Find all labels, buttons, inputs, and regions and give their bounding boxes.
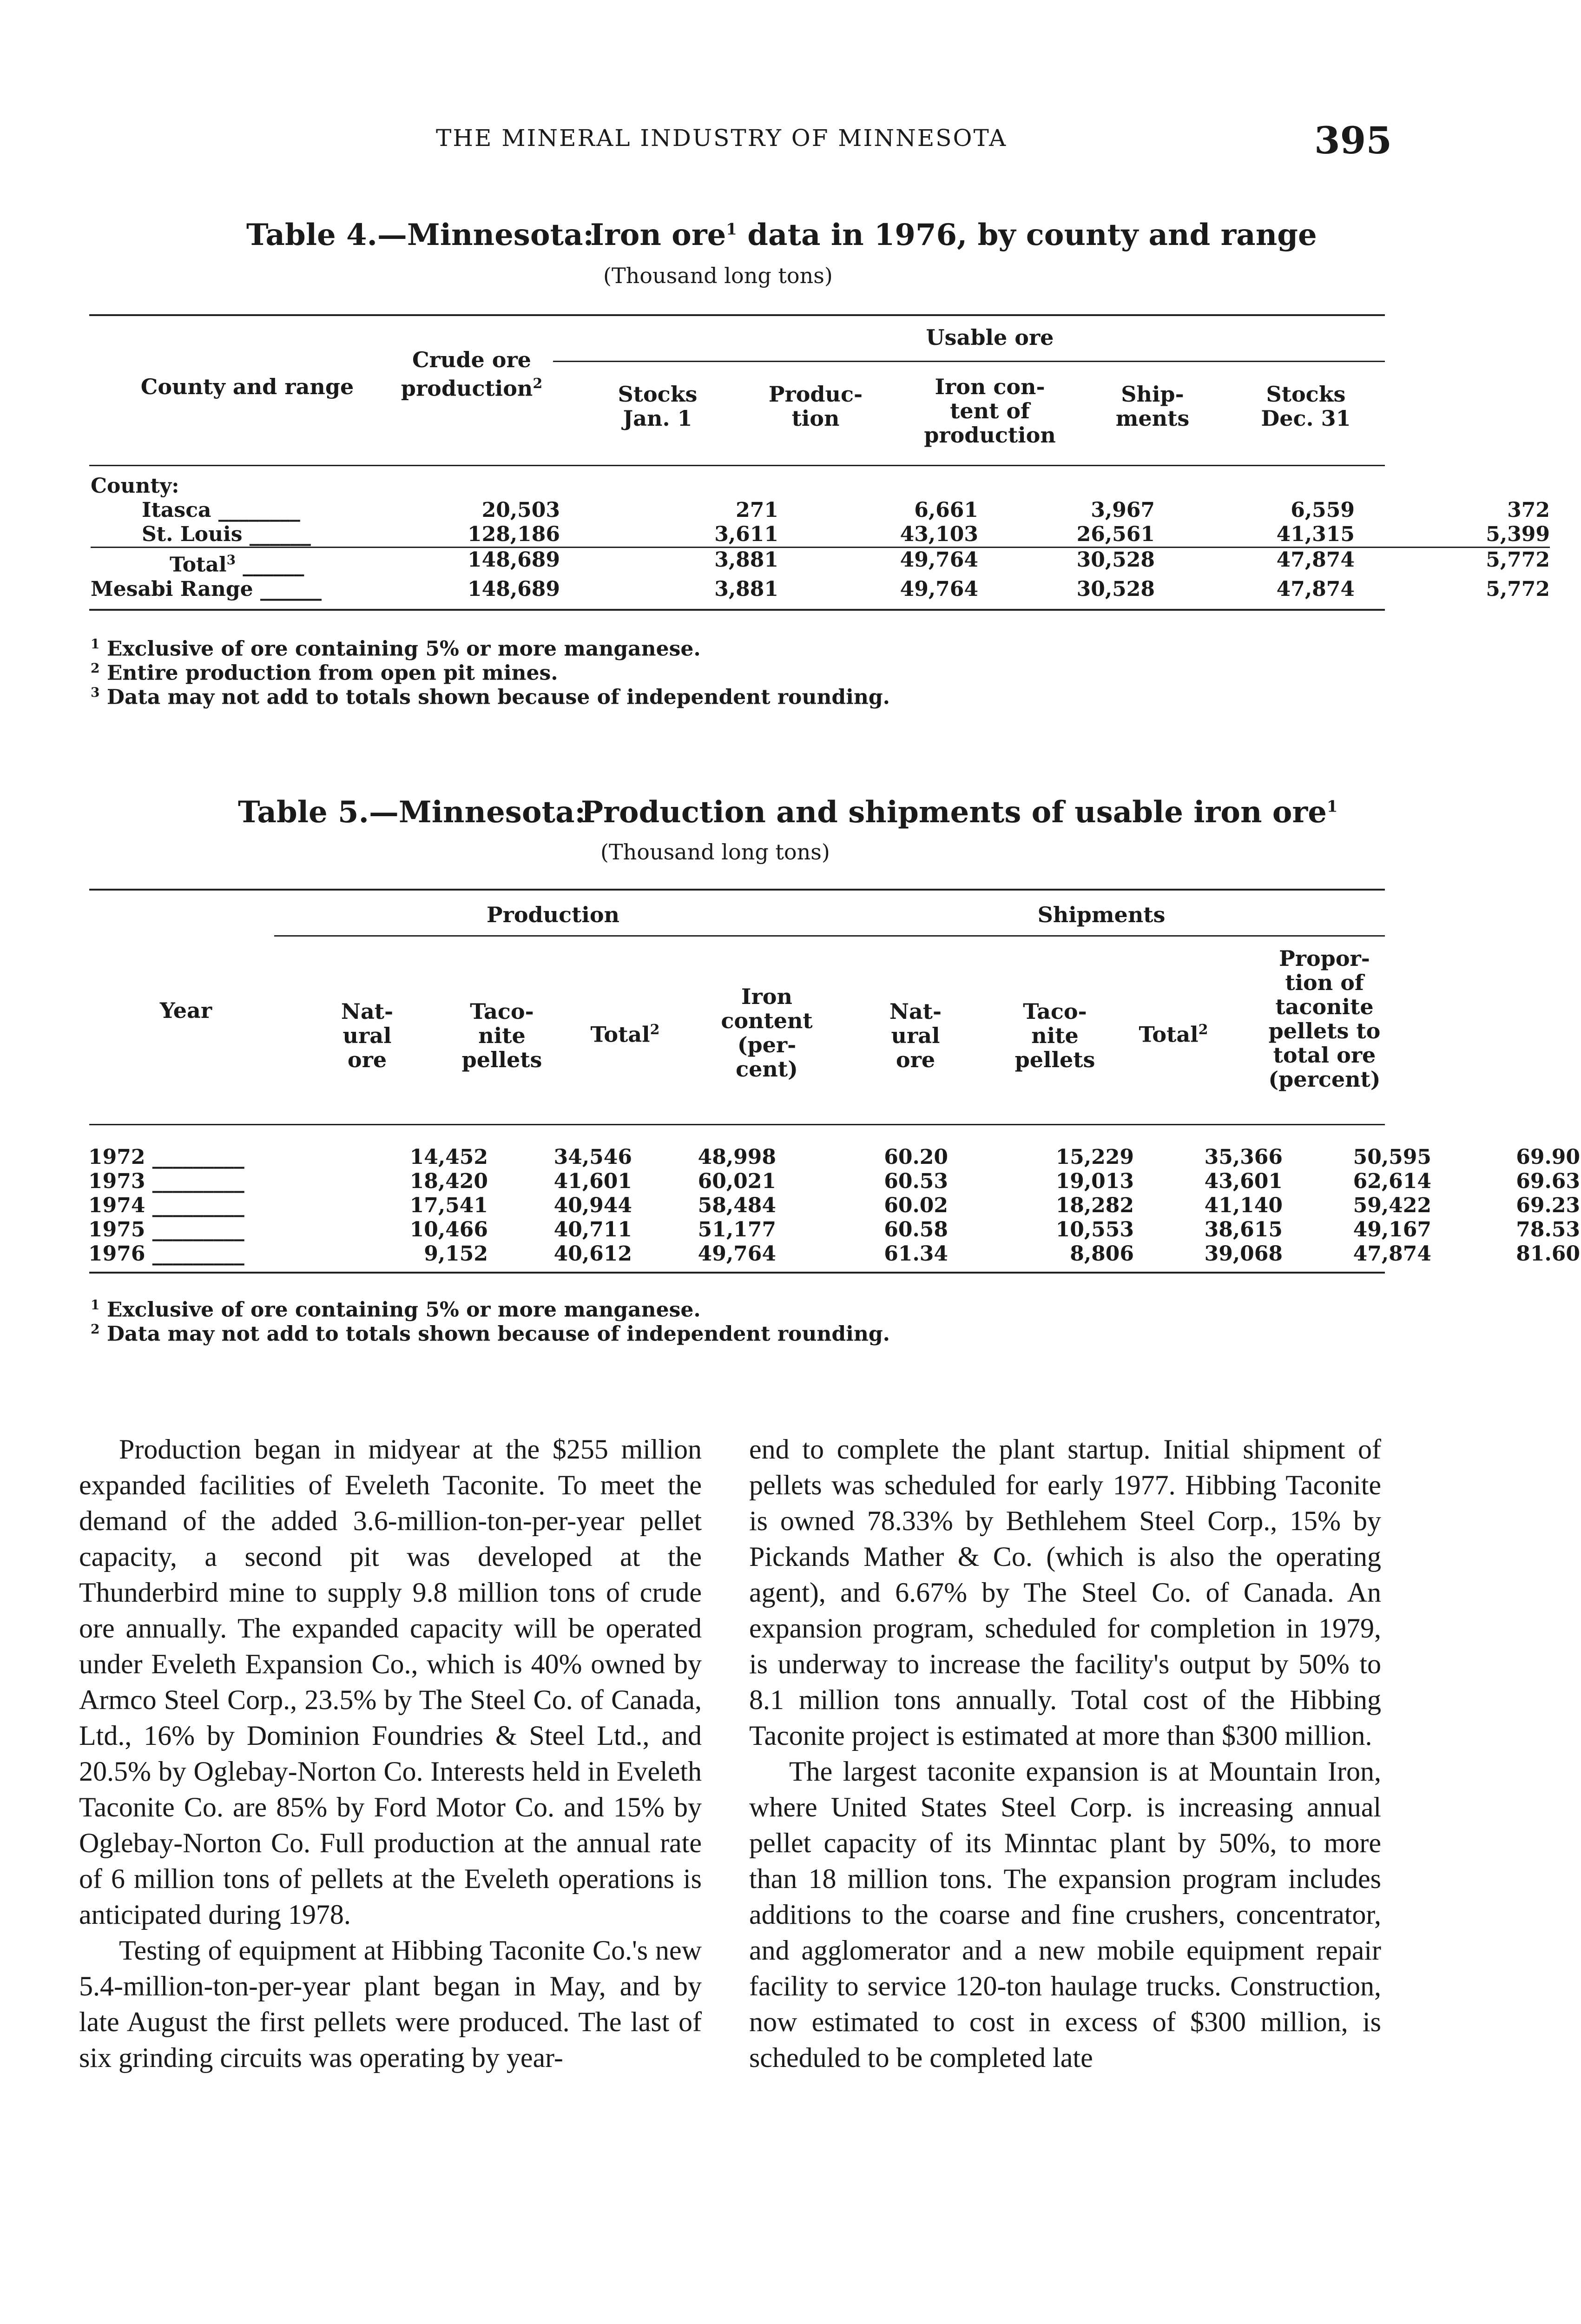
- t4-iron: 30,528: [1076, 548, 1155, 572]
- page-number: 395: [1314, 119, 1392, 162]
- t4-section-label: County:: [91, 474, 179, 498]
- t5-p-taconite: 40,711: [553, 1218, 632, 1241]
- table4-body: [91, 498, 1550, 601]
- t5-proportion: 69.23: [1516, 1194, 1580, 1217]
- t4-stocks-jan: 3,881: [714, 548, 778, 572]
- t5-head-p-natural: Nat- ural ore: [341, 999, 394, 1072]
- t4-iron: 26,561: [1076, 522, 1155, 546]
- t4-production: 43,103: [900, 522, 978, 546]
- t4-row-label: Mesabi Range ______: [91, 577, 322, 601]
- t4-stocks-dec: 5,772: [1486, 577, 1550, 601]
- t4-shipments: 41,315: [1276, 522, 1355, 546]
- table4-title: Iron ore$^1$ data in 1976, by county and range: [590, 218, 1317, 252]
- t4-row-label: Total$^3$ ______: [170, 552, 304, 577]
- t5-year: 1974 _________: [88, 1194, 244, 1217]
- t4-crude: 148,689: [467, 548, 560, 572]
- t5-head-shipments: Shipments: [1037, 902, 1166, 927]
- t4-footnote: $^2$ Entire production from open pit mines.: [91, 660, 558, 685]
- table4-units: (Thousand long tons): [603, 263, 833, 288]
- t4-stocks-jan: 3,611: [714, 522, 778, 546]
- t5-p-total: 60,021: [698, 1169, 776, 1193]
- t5-s-taconite: 38,615: [1204, 1218, 1283, 1241]
- t5-p-natural: 14,452: [409, 1145, 488, 1169]
- t5-s-natural: 19,013: [1055, 1169, 1134, 1193]
- t5-p-natural: 17,541: [409, 1194, 488, 1217]
- t5-s-taconite: 41,140: [1204, 1194, 1283, 1217]
- t5-p-taconite: 34,546: [553, 1145, 632, 1169]
- table5-units: (Thousand long tons): [600, 839, 830, 865]
- t4-stocks-dec: 372: [1507, 498, 1550, 522]
- t5-p-natural: 18,420: [409, 1169, 488, 1193]
- t5-s-total: 59,422: [1353, 1194, 1431, 1217]
- t5-proportion: 69.63: [1516, 1169, 1580, 1193]
- t5-p-total: 58,484: [698, 1194, 776, 1217]
- t4-stocks-dec: 5,399: [1486, 522, 1550, 546]
- t5-year: 1976 _________: [88, 1242, 244, 1266]
- t4-shipments: 6,559: [1291, 498, 1355, 522]
- table5-header-rule: [89, 1124, 1385, 1125]
- t5-p-natural: 9,152: [424, 1242, 488, 1266]
- t4-row-label: Itasca ________: [142, 498, 300, 522]
- t5-s-natural: 10,553: [1055, 1218, 1134, 1241]
- t4-stocks-jan: 3,881: [714, 577, 778, 601]
- t5-p-taconite: 41,601: [553, 1169, 632, 1193]
- t5-footnote: $^1$ Exclusive of ore containing 5% or more manganese.: [91, 1297, 701, 1322]
- table4-header-rule: [89, 465, 1385, 466]
- running-title: THE MINERAL INDUSTRY OF MINNESOTA: [436, 125, 1008, 152]
- t5-p-taconite: 40,944: [553, 1194, 632, 1217]
- t5-iron: 60.58: [884, 1218, 948, 1241]
- t4-stocks-jan: 271: [736, 498, 778, 522]
- t5-year: 1975 _________: [88, 1218, 244, 1241]
- t5-proportion: 78.53: [1516, 1218, 1580, 1241]
- table-row: [91, 498, 1550, 522]
- paragraph: The largest taconite expansion is at Mountain Iron, where United States Steel Corp. is increasing annual pellet capacity of its Minntac plant by 50%, to more than 18 million tons. The expansion program includes additions to the coarse and fine crushers, concentrator, and agglomerator and a new mobile equipment repair facility to service 120-ton haulage trucks. Construction, now estimated to cost in excess of $300 million, is scheduled to be completed late: [749, 1756, 1381, 2073]
- t4-head-usable: Usable ore: [926, 325, 1054, 350]
- table4-usable-rule: [553, 361, 1385, 362]
- t4-head-iron-content: Iron con- tent of production: [924, 374, 1056, 448]
- t5-head-production: Production: [487, 902, 619, 927]
- t4-head-stocks-jan: Stocks Jan. 1: [618, 382, 698, 431]
- table-row: [91, 548, 1550, 577]
- t5-p-natural: 10,466: [409, 1218, 488, 1241]
- t5-iron: 60.53: [884, 1169, 948, 1193]
- t4-head-county: County and range: [140, 374, 354, 399]
- t4-production: 49,764: [900, 577, 978, 601]
- t5-head-year: Year: [159, 998, 212, 1023]
- t5-head-p-total: Total$^2$: [590, 1022, 660, 1047]
- table5-production-rule: [274, 935, 832, 937]
- table5-top-rule: [89, 889, 1385, 891]
- table-row: [91, 577, 1550, 601]
- t4-iron: 30,528: [1076, 577, 1155, 601]
- t4-iron: 3,967: [1091, 498, 1155, 522]
- body-right-column: [749, 1432, 1381, 2076]
- paragraph: Production began in midyear at the $255 million expanded facilities of Eveleth Taconite. To meet the demand of the added 3.6-million-ton-per-year pellet capacity, a second pit was developed at the Thunderbird mine to supply 9.8 million tons of crude ore annually. The expanded capacity will be operated under Eveleth Expansion Co., which is 40% owned by Armco Steel Corp., 23.5% by The Steel Co. of Canada, Ltd., 16% by Dominion Foundries & Steel Ltd., and 20.5% by Oglebay-Norton Co. Interests held in Eveleth Taconite Co. are 85% by Ford Motor Co. and 15% by Oglebay-Norton Co. Full production at the annual rate of 6 million tons of pellets at the Eveleth operations is anticipated during 1978.: [79, 1434, 702, 1930]
- t4-crude: 20,503: [481, 498, 560, 522]
- body-left-column: [79, 1432, 702, 2076]
- t5-iron: 61.34: [884, 1242, 948, 1266]
- table-row: [88, 1145, 1580, 1169]
- t4-shipments: 47,874: [1276, 548, 1355, 572]
- t4-stocks-dec: 5,772: [1486, 548, 1550, 572]
- t5-iron: 60.20: [884, 1145, 948, 1169]
- t4-shipments: 47,874: [1276, 577, 1355, 601]
- t4-head-production: Produc- tion: [768, 382, 863, 431]
- paragraph: end to complete the plant startup. Initial shipment of pellets was scheduled for early 1977. Hibbing Taconite is owned 78.33% by Bethlehem Steel Corp., 15% by Pickands Mather & Co. (which is also the operating agent), and 6.67% by The Steel Co. of Canada. An expansion program, scheduled for completion in 1979, is underway to increase the facility's output by 50% to 8.1 million tons annually. Total cost of the Hibbing Taconite project is estimated at more than $300 million.: [749, 1434, 1381, 1751]
- table4-label: Table 4.—Minnesota:: [246, 218, 594, 252]
- t4-row-label: St. Louis ______: [142, 522, 311, 546]
- table5-title: Production and shipments of usable iron ore$^1$: [581, 795, 1338, 830]
- t5-head-proportion: Propor- tion of taconite pellets to total ore (percent): [1268, 946, 1381, 1092]
- t5-s-natural: 8,806: [1070, 1242, 1134, 1266]
- t5-year: 1972 _________: [88, 1145, 244, 1169]
- t5-proportion: 69.90: [1516, 1145, 1580, 1169]
- t5-s-natural: 18,282: [1055, 1194, 1134, 1217]
- t5-s-taconite: 35,366: [1204, 1145, 1283, 1169]
- table5-body: [88, 1145, 1580, 1266]
- t4-head-shipments: Ship- ments: [1115, 382, 1190, 431]
- t4-head-stocks-dec: Stocks Dec. 31: [1261, 382, 1351, 431]
- t5-s-total: 47,874: [1353, 1242, 1431, 1266]
- t4-crude: 148,689: [467, 577, 560, 601]
- t4-footnote: $^1$ Exclusive of ore containing 5% or more manganese.: [91, 636, 701, 661]
- t5-p-total: 51,177: [698, 1218, 776, 1241]
- t5-head-s-natural: Nat- ural ore: [889, 999, 942, 1072]
- t4-crude: 128,186: [467, 522, 560, 546]
- t4-footnote: $^3$ Data may not add to totals shown because of independent rounding.: [91, 685, 890, 709]
- t5-p-taconite: 40,612: [553, 1242, 632, 1266]
- t5-proportion: 81.60: [1516, 1242, 1580, 1266]
- table5-bottom-rule: [89, 1272, 1385, 1274]
- table-row: [91, 522, 1550, 548]
- table5-label: Table 5.—Minnesota:: [238, 795, 586, 830]
- table-row: [88, 1218, 1580, 1242]
- t4-production: 6,661: [914, 498, 978, 522]
- t5-s-total: 49,167: [1353, 1218, 1431, 1241]
- t4-head-crude: Crude ore production$^2$: [401, 347, 543, 401]
- table-row: [88, 1169, 1580, 1194]
- t5-head-s-total: Total$^2$: [1139, 1022, 1208, 1047]
- table5-shipments-rule: [832, 935, 1385, 937]
- table4-bottom-rule: [89, 609, 1385, 611]
- t5-s-total: 62,614: [1353, 1169, 1431, 1193]
- t5-iron: 60.02: [884, 1194, 948, 1217]
- t5-head-s-taconite: Taco- nite pellets: [1014, 999, 1095, 1072]
- t5-head-iron-content: Iron content (per- cent): [721, 984, 813, 1082]
- t5-p-total: 48,998: [698, 1145, 776, 1169]
- t5-s-taconite: 39,068: [1204, 1242, 1283, 1266]
- table4-top-rule: [89, 314, 1385, 316]
- t5-s-total: 50,595: [1353, 1145, 1431, 1169]
- t5-head-p-taconite: Taco- nite pellets: [461, 999, 542, 1072]
- t5-s-natural: 15,229: [1055, 1145, 1134, 1169]
- t4-production: 49,764: [900, 548, 978, 572]
- t5-s-taconite: 43,601: [1204, 1169, 1283, 1193]
- table-row: [88, 1242, 1580, 1266]
- t5-year: 1973 _________: [88, 1169, 244, 1193]
- t5-footnote: $^2$ Data may not add to totals shown because of independent rounding.: [91, 1321, 890, 1346]
- paragraph: Testing of equipment at Hibbing Taconite Co.'s new 5.4-million-ton-per-year plant began in May, and by late August the first pellets were produced. The last of six grinding circuits was operating by year-: [79, 1935, 702, 2073]
- table-row: [88, 1194, 1580, 1218]
- t5-p-total: 49,764: [698, 1242, 776, 1266]
